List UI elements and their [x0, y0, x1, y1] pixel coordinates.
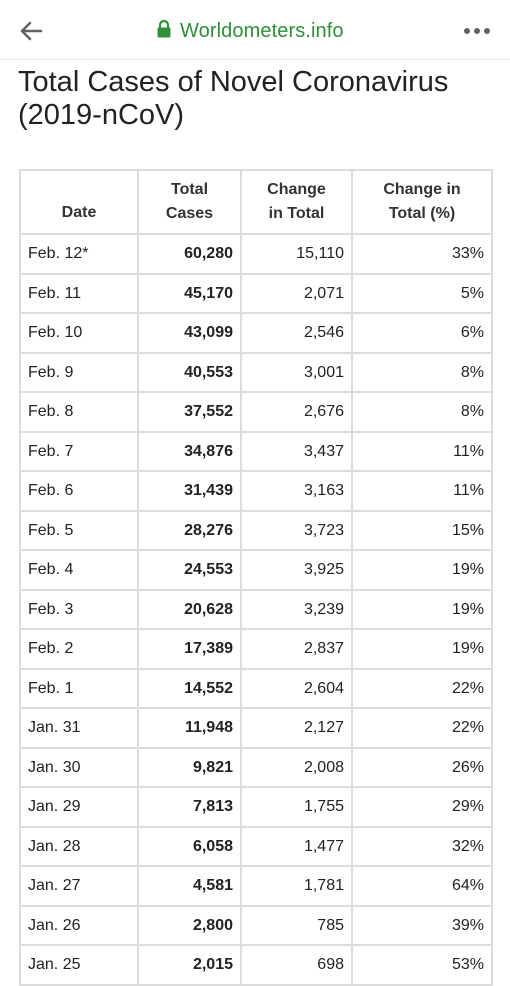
total-cases-cell: 37,552 [138, 392, 241, 432]
percent-change-cell: 53% [352, 945, 492, 985]
table-row [20, 945, 492, 985]
total-cases-cell: 45,170 [138, 274, 241, 313]
total-cases-cell: 31,439 [138, 471, 241, 511]
percent-change-cell: 15% [352, 511, 492, 550]
header-date[interactable]: Date [20, 170, 138, 234]
total-cases-cell: 2,800 [138, 906, 241, 945]
total-cases-cell: 14,552 [138, 669, 241, 708]
date-cell: Feb. 8 [20, 392, 138, 432]
percent-change-cell: 22% [352, 669, 492, 708]
change-cell: 3,163 [241, 471, 352, 511]
table-row [20, 313, 492, 353]
date-cell: Feb. 4 [20, 550, 138, 590]
total-cases-cell: 28,276 [138, 511, 241, 550]
change-cell: 3,925 [241, 550, 352, 590]
total-cases-cell: 43,099 [138, 313, 241, 353]
table-row [20, 787, 492, 827]
total-cases-cell: 60,280 [138, 234, 241, 274]
change-cell: 15,110 [241, 234, 352, 274]
table-row [20, 511, 492, 550]
change-cell: 2,604 [241, 669, 352, 708]
url-text: Worldometers.info [180, 19, 344, 42]
table-row [20, 471, 492, 511]
percent-change-cell: 64% [352, 866, 492, 906]
percent-change-cell: 19% [352, 590, 492, 629]
change-cell: 2,008 [241, 748, 352, 787]
change-cell: 2,127 [241, 708, 352, 748]
table-body [20, 234, 492, 985]
date-cell: Feb. 11 [20, 274, 138, 313]
table-row [20, 550, 492, 590]
change-cell: 2,837 [241, 629, 352, 669]
change-cell: 1,477 [241, 827, 352, 866]
header-change-in-total[interactable]: Change in Total [241, 170, 352, 234]
table-row [20, 234, 492, 274]
percent-change-cell: 19% [352, 629, 492, 669]
date-cell: Jan. 27 [20, 866, 138, 906]
table-row [20, 866, 492, 906]
date-cell: Feb. 10 [20, 313, 138, 353]
date-cell: Feb. 9 [20, 353, 138, 392]
percent-change-cell: 39% [352, 906, 492, 945]
cases-table [19, 169, 493, 986]
total-cases-cell: 20,628 [138, 590, 241, 629]
percent-change-cell: 32% [352, 827, 492, 866]
change-cell: 2,071 [241, 274, 352, 313]
table-row [20, 748, 492, 787]
change-cell: 785 [241, 906, 352, 945]
total-cases-cell: 9,821 [138, 748, 241, 787]
back-arrow-icon[interactable] [18, 18, 44, 44]
table-row [20, 906, 492, 945]
table-row [20, 827, 492, 866]
date-cell: Feb. 5 [20, 511, 138, 550]
table-row [20, 274, 492, 313]
date-cell: Feb. 3 [20, 590, 138, 629]
table-row [20, 669, 492, 708]
date-cell: Feb. 7 [20, 432, 138, 471]
percent-change-cell: 5% [352, 274, 492, 313]
total-cases-cell: 7,813 [138, 787, 241, 827]
table-row [20, 392, 492, 432]
total-cases-cell: 4,581 [138, 866, 241, 906]
table-row [20, 629, 492, 669]
change-cell: 2,546 [241, 313, 352, 353]
percent-change-cell: 29% [352, 787, 492, 827]
total-cases-cell: 34,876 [138, 432, 241, 471]
percent-change-cell: 26% [352, 748, 492, 787]
total-cases-cell: 2,015 [138, 945, 241, 985]
percent-change-cell: 19% [352, 550, 492, 590]
more-horizontal-icon[interactable] [462, 18, 492, 44]
date-cell: Jan. 28 [20, 827, 138, 866]
change-cell: 698 [241, 945, 352, 985]
table-row [20, 590, 492, 629]
change-cell: 3,723 [241, 511, 352, 550]
percent-change-cell: 33% [352, 234, 492, 274]
address-bar[interactable] [156, 16, 344, 46]
change-cell: 2,676 [241, 392, 352, 432]
change-cell: 1,781 [241, 866, 352, 906]
date-cell: Feb. 12* [20, 234, 138, 274]
browser-toolbar [0, 0, 510, 60]
date-cell: Jan. 30 [20, 748, 138, 787]
date-cell: Feb. 2 [20, 629, 138, 669]
percent-change-cell: 6% [352, 313, 492, 353]
date-cell: Jan. 26 [20, 906, 138, 945]
table-row [20, 353, 492, 392]
total-cases-cell: 11,948 [138, 708, 241, 748]
total-cases-cell: 6,058 [138, 827, 241, 866]
date-cell: Feb. 1 [20, 669, 138, 708]
total-cases-cell: 24,553 [138, 550, 241, 590]
table-row [20, 432, 492, 471]
percent-change-cell: 11% [352, 432, 492, 471]
table-row [20, 708, 492, 748]
cases-table-container [19, 169, 491, 986]
change-cell: 3,239 [241, 590, 352, 629]
percent-change-cell: 8% [352, 353, 492, 392]
date-cell: Jan. 25 [20, 945, 138, 985]
page-title: Total Cases of Novel Coronavirus (2019-nCoV) [18, 66, 449, 131]
total-cases-cell: 17,389 [138, 629, 241, 669]
date-cell: Jan. 31 [20, 708, 138, 748]
change-cell: 3,437 [241, 432, 352, 471]
percent-change-cell: 11% [352, 471, 492, 511]
table-header-row [20, 170, 492, 234]
change-cell: 3,001 [241, 353, 352, 392]
percent-change-cell: 8% [352, 392, 492, 432]
total-cases-cell: 40,553 [138, 353, 241, 392]
date-cell: Feb. 6 [20, 471, 138, 511]
header-change-percent[interactable]: Change in Total (%) [352, 170, 492, 234]
percent-change-cell: 22% [352, 708, 492, 748]
header-total-cases[interactable]: Total Cases [138, 170, 241, 234]
lock-icon [156, 19, 172, 44]
date-cell: Jan. 29 [20, 787, 138, 827]
change-cell: 1,755 [241, 787, 352, 827]
